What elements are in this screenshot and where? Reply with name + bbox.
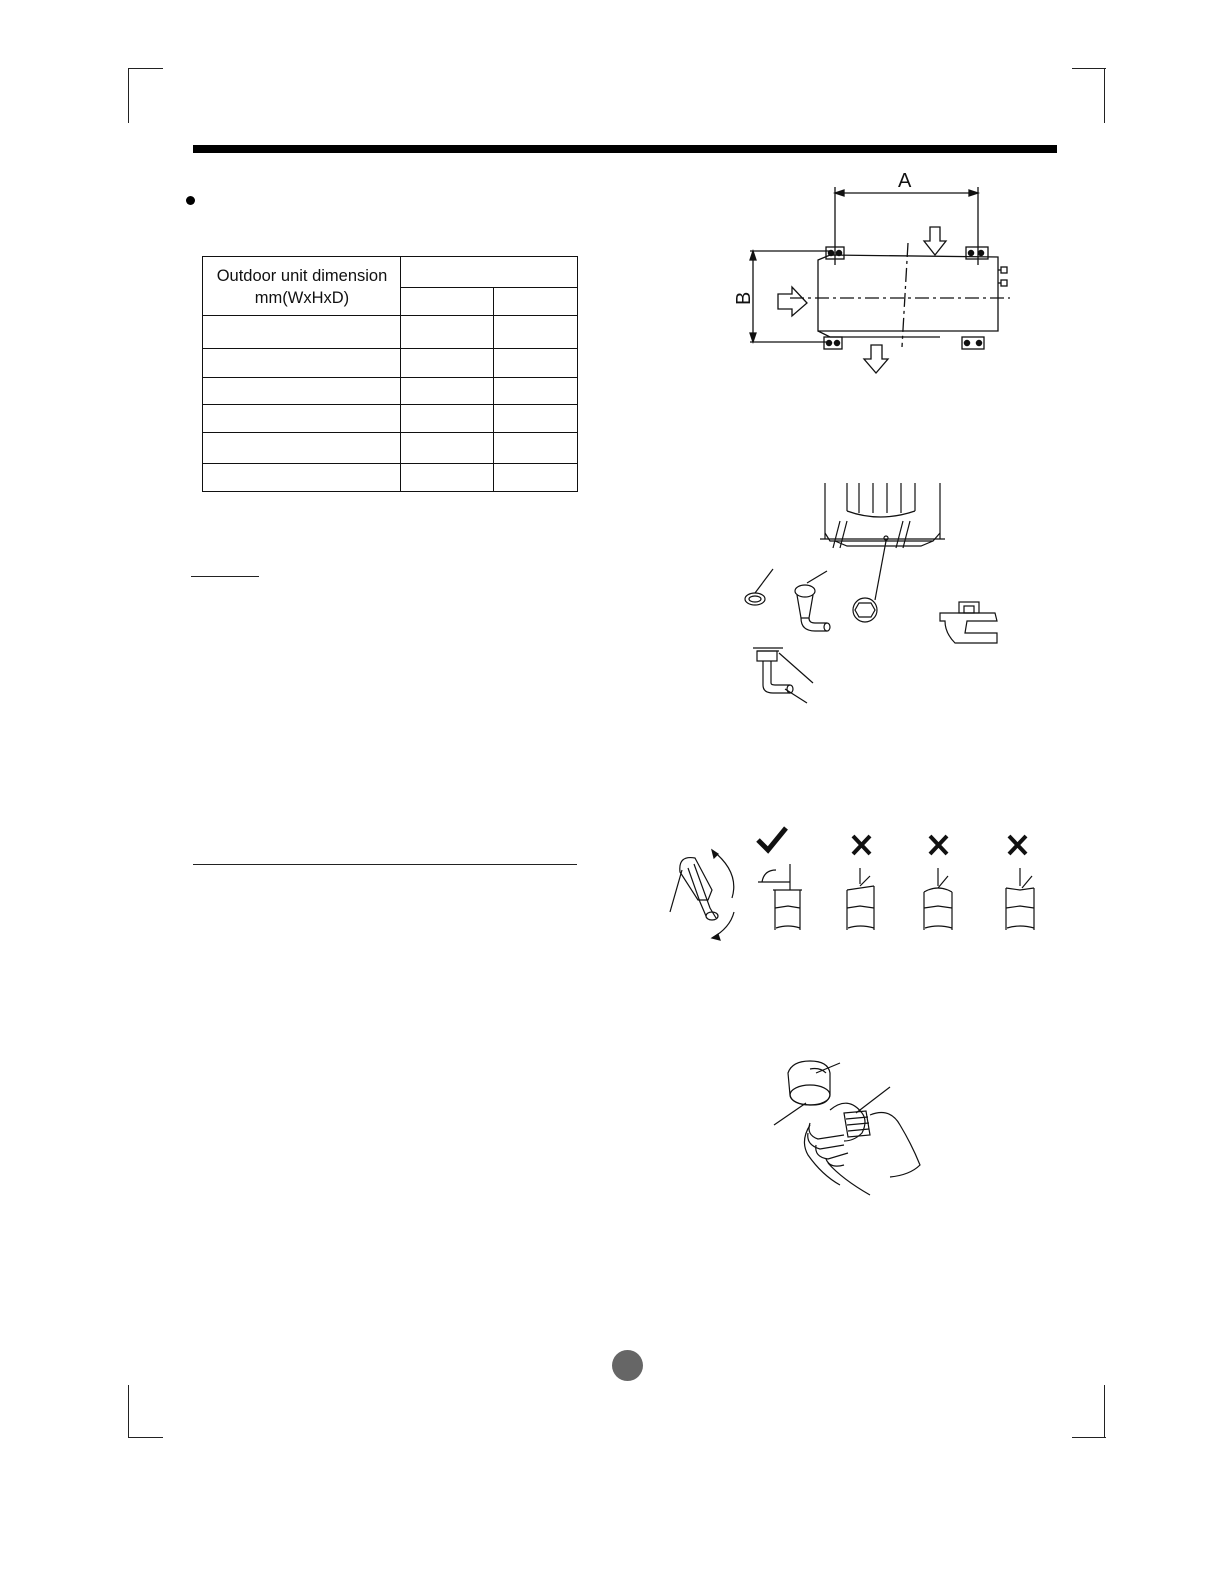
crop-mark-top-right-h <box>1072 68 1106 69</box>
table-row-line <box>203 404 577 405</box>
table-col-divider-1 <box>400 257 401 491</box>
bullet-dot <box>186 196 195 205</box>
cross-icon <box>853 836 870 854</box>
crop-mark-top-left-h <box>128 68 163 69</box>
outdoor-unit-dimension-figure <box>730 165 1030 380</box>
page-number-badge <box>612 1350 643 1381</box>
table-row-line <box>203 377 577 378</box>
dimension-label-a: A <box>898 170 912 192</box>
table-header-label <box>203 265 401 309</box>
table-subheader-line <box>400 287 577 288</box>
pipe-cut-figure <box>660 820 1045 945</box>
burr-removal-figure <box>770 1055 950 1195</box>
header-rule <box>193 145 1057 153</box>
table-col-divider-2 <box>493 287 494 491</box>
table-row-line <box>203 315 577 316</box>
table-header-line2: mm(WxHxD) <box>254 289 350 307</box>
drain-joint-figure <box>735 483 1025 708</box>
section-rule <box>193 864 577 865</box>
crop-mark-bottom-left-h <box>128 1437 163 1438</box>
table-row-line <box>203 432 577 433</box>
check-icon <box>758 828 786 850</box>
table-row-line <box>203 463 577 464</box>
dimension-label-b: B <box>733 291 755 305</box>
cross-icon <box>930 836 947 854</box>
cross-icon <box>1009 836 1026 854</box>
dimension-table <box>202 256 578 492</box>
crop-mark-top-left-v <box>128 68 129 123</box>
table-header-line1: Outdoor unit dimension <box>216 267 388 285</box>
crop-mark-bottom-right-v <box>1104 1385 1105 1438</box>
crop-mark-top-right-v <box>1104 68 1105 123</box>
crop-mark-bottom-right-h <box>1072 1437 1106 1438</box>
table-row-line <box>203 348 577 349</box>
crop-mark-bottom-left-v <box>128 1385 129 1438</box>
note-heading-underline <box>191 576 259 577</box>
